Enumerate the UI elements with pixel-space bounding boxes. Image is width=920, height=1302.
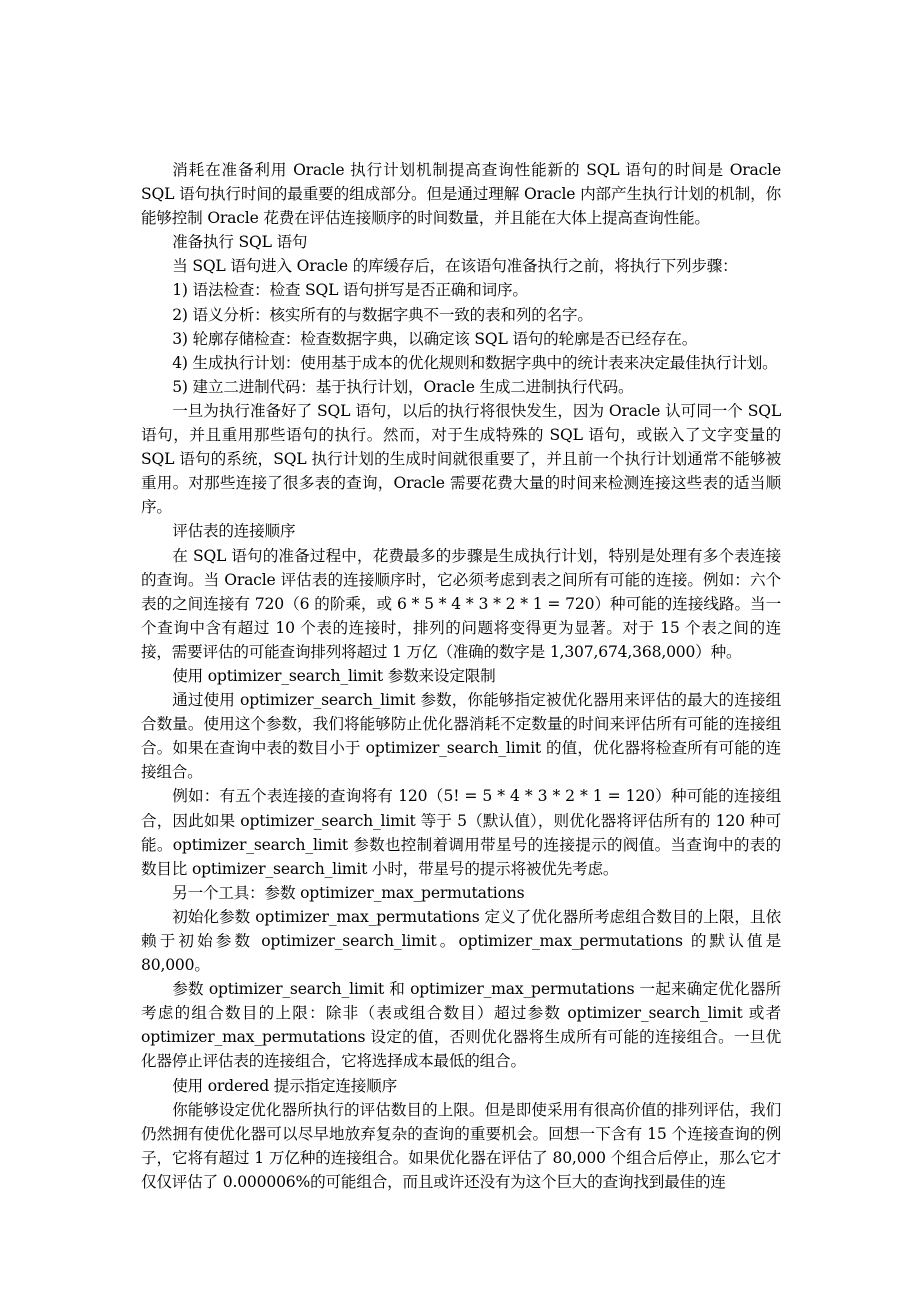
paragraph-steps-intro: 当 SQL 语句进入 Oracle 的库缓存后，在该语句准备执行之前，将执行下列步骤： [172, 257, 738, 276]
list-item-syntax-check: 1) 语法检查：检查 SQL 语句拼写是否正确和词序。 [172, 281, 528, 300]
paragraph-example: 例如：有五个表连接的查询将有 120（5! = 5 * 4 * 3 * 2 * 1 = 120）种可能的连接组合，因此如果 optimizer_search_limit 等于 5（默认值），则优化器将评估所有的 120 种可能。optimizer_search_limit 参数也控制着调用带星号的连接提示的阀值。当查询中的表的数目比 optimizer_search_limit 小时，带星号的提示将被优先考虑。 [141, 787, 781, 878]
list-item-binary-code: 5) 建立二进制代码：基于执行计划，Oracle 生成二进制执行代码。 [172, 377, 634, 396]
heading-search-limit: 使用 optimizer_search_limit 参数来设定限制 [172, 666, 496, 685]
list-item-outline-check: 3) 轮廓存储检查：检查数据字典，以确定该 SQL 语句的轮廓是否已经存在。 [172, 329, 698, 348]
list-item-semantic-analysis: 2) 语义分析：核实所有的与数据字典不一致的表和列的名字。 [172, 305, 593, 324]
heading-max-permutations: 另一个工具：参数 optimizer_max_permutations [172, 883, 525, 902]
list-item-execution-plan: 4) 生成执行计划：使用基于成本的优化规则和数据字典中的统计表来决定最佳执行计划。 [172, 353, 778, 372]
paragraph-max-permutations: 初始化参数 optimizer_max_permutations 定义了优化器所考虑组合数目的上限，且依赖于初始参数 optimizer_search_limit。optimizer_max_permutations 的默认值是 80,000。 [141, 907, 781, 975]
paragraph-intro: 消耗在准备利用 Oracle 执行计划机制提高查询性能新的 SQL 语句的时间是 Oracle SQL 语句执行时间的最重要的组成部分。但是通过理解 Oracle 内部产生执行计划的机制，你能够控制 Oracle 花费在评估连接顺序的时间数量，并且能在大体上提高查询性能。 [141, 161, 781, 228]
paragraph-ordered-hint: 你能够设定优化器所执行的评估数目的上限。但是即使采用有很高价值的排列评估，我们仍然拥有使优化器可以尽早地放弃复杂的查询的重要机会。回想一下含有 15 个连接查询的例子，它将有超过 1 万亿种的连接组合。如果优化器在评估了 80,000 个组合后停止，那么它才仅仅评估了 0.000006%的可能组合，而且或许还没有为这个巨大的查询找到最佳的连 [141, 1100, 781, 1191]
heading-ordered-hint: 使用 ordered 提示指定连接顺序 [172, 1076, 397, 1095]
heading-prepare-sql: 准备执行 SQL 语句 [172, 233, 308, 252]
paragraph-reuse: 一旦为执行准备好了 SQL 语句，以后的执行将很快发生，因为 Oracle 认可同一个 SQL 语句，并且重用那些语句的执行。然而，对于生成特殊的 SQL 语句，或嵌入了文字变量的 SQL 语句的系统，SQL 执行计划的生成时间就很重要了，并且前一个执行计划通常不能够被重用。对那些连接了很多表的查询，Oracle 需要花费大量的时间来检测连接这些表的适当顺序。 [141, 401, 781, 517]
paragraph-combined-limit: 参数 optimizer_search_limit 和 optimizer_max_permutations 一起来确定优化器所考虑的组合数目的上限：除非（表或组合数目）超过参数 optimizer_search_limit 或者 optimizer_max_permutations 设定的值，否则优化器将生成所有可能的连接组合。一旦优化器停止评估表的连接组合，它将选择成本最低的组合。 [141, 980, 781, 1071]
paragraph-join-permutations: 在 SQL 语句的准备过程中，花费最多的步骤是生成执行计划，特别是处理有多个表连接的查询。当 Oracle 评估表的连接顺序时，它必须考虑到表之间所有可能的连接。例如：六个表的之间连接有 720（6 的阶乘，或 6 * 5 * 4 * 3 * 2 * 1 = 720）种可能的连接线路。当一个查询中含有超过 10 个表的连接时，排列的问题将变得更为显著。对于 15 个表之间的连接，需要评估的可能查询排列将超过 1 万亿（准确的数字是 1,307,674,368,000）种。 [141, 546, 781, 661]
paragraph-search-limit: 通过使用 optimizer_search_limit 参数，你能够指定被优化器用来评估的最大的连接组合数量。使用这个参数，我们将能够防止优化器消耗不定数量的时间来评估所有可能的连接组合。如果在查询中表的数目小于 optimizer_search_limit 的值，优化器将检查所有可能的连接组合。 [141, 691, 781, 782]
heading-join-order: 评估表的连接顺序 [172, 522, 296, 541]
document-body [141, 158, 781, 1194]
